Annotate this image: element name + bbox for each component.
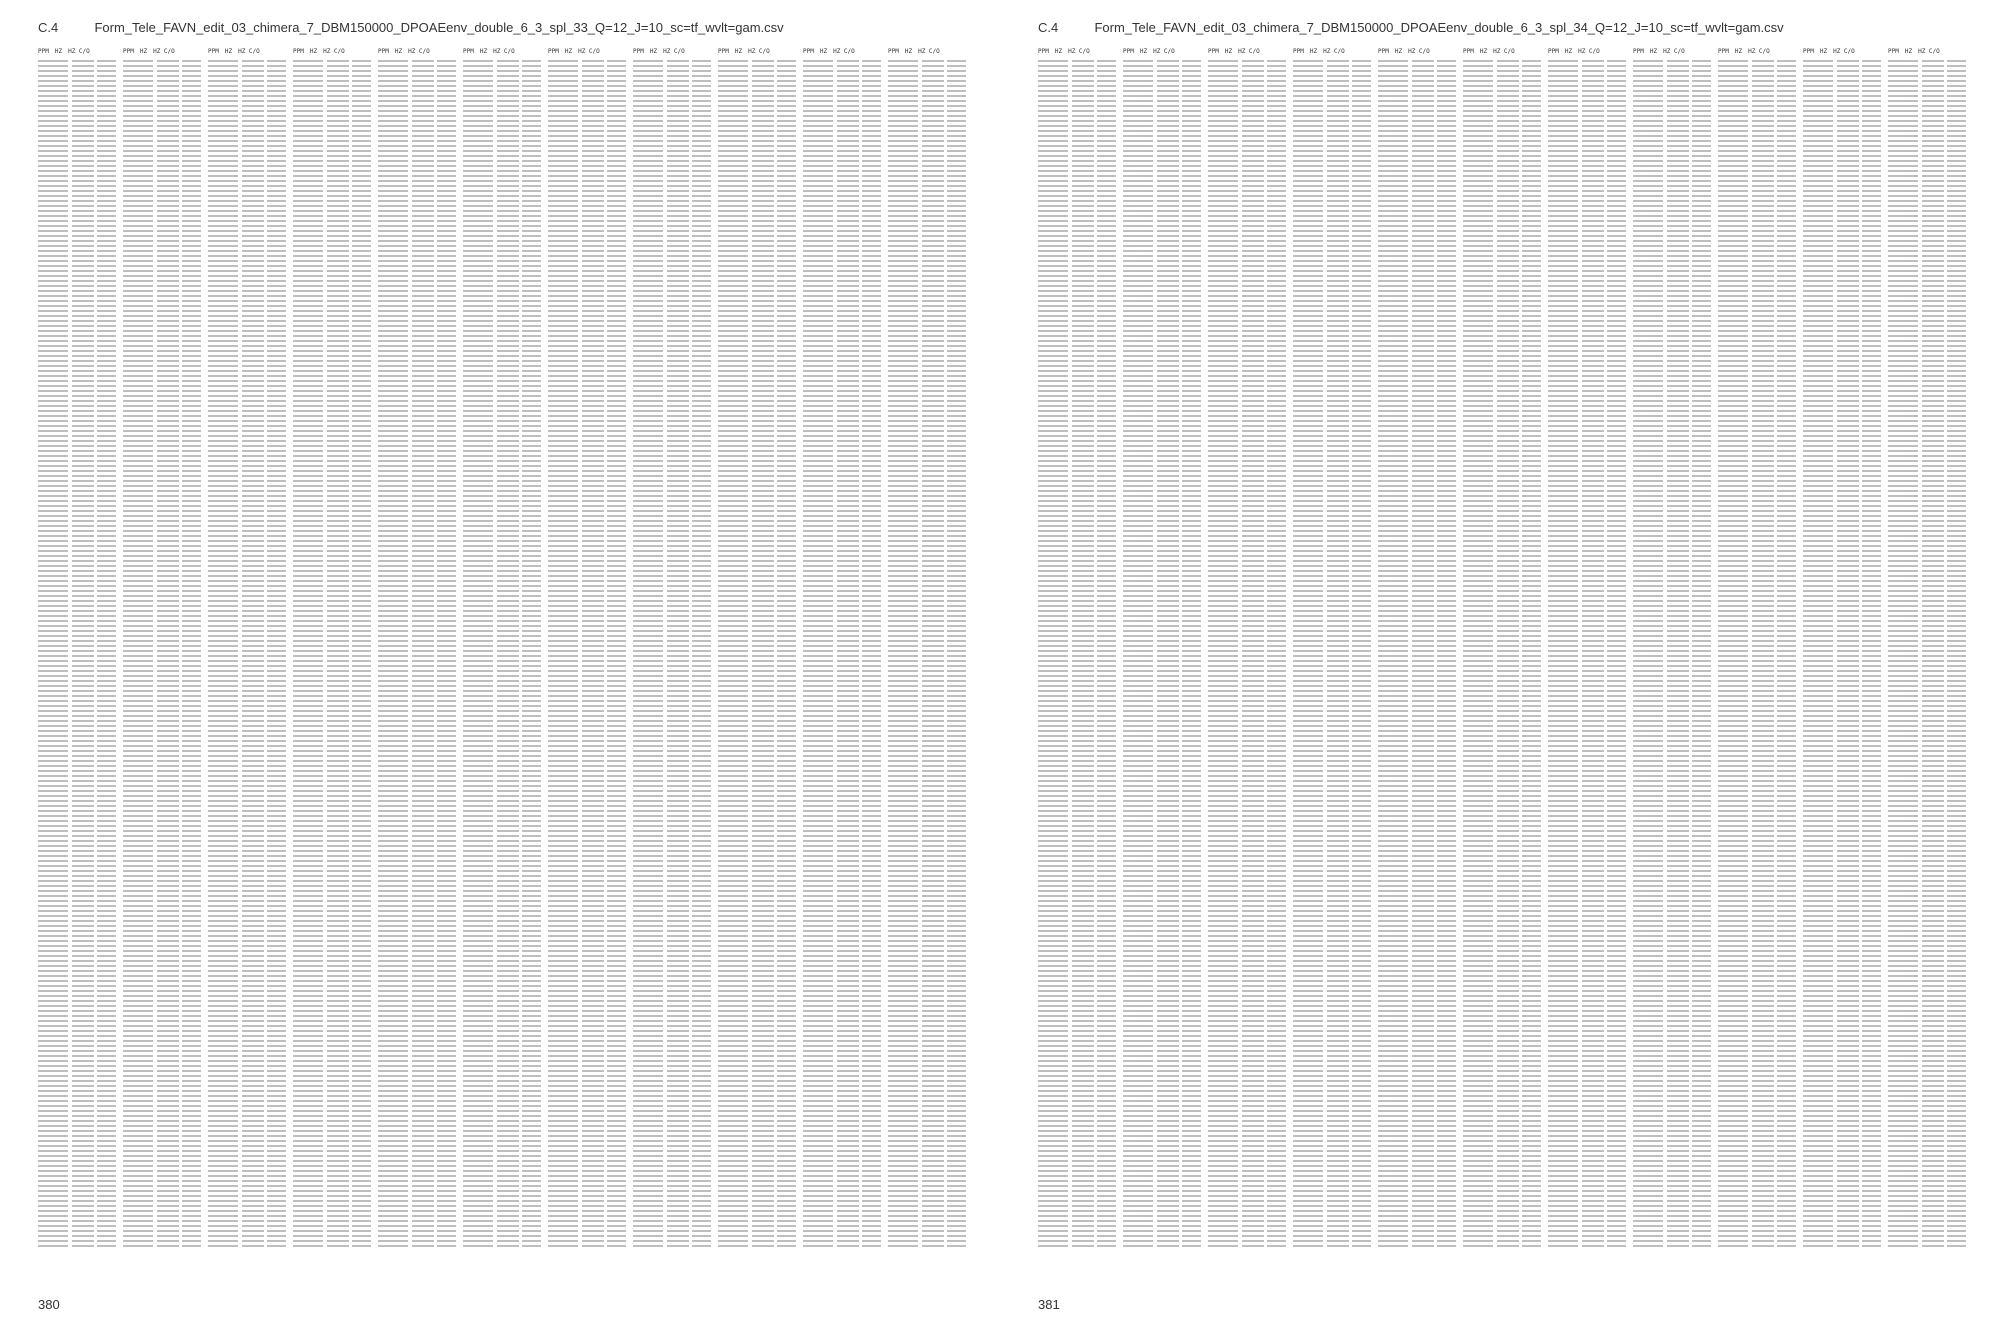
data-column <box>1633 60 1711 1250</box>
column-header: PPM <box>1208 48 1219 55</box>
column-header: HZ <box>1734 48 1743 55</box>
column-header-group <box>1463 48 1521 58</box>
data-table <box>38 60 980 1250</box>
data-column <box>1038 60 1116 1250</box>
column-header: PPM <box>1718 48 1729 55</box>
page-right <box>1000 0 2000 1334</box>
section-label: C.4 <box>38 20 59 35</box>
column-header: PPM <box>803 48 814 55</box>
page-title: Form_Tele_FAVN_edit_03_chimera_7_DBM150000_DPOAEenv_double_6_3_spl_33_Q=12_J=10_sc=tf_wvlt=gam.csv <box>94 20 784 35</box>
column-header: PPM <box>1463 48 1474 55</box>
data-table <box>1038 60 1980 1250</box>
page-number: 381 <box>1038 1297 1060 1312</box>
data-column <box>1888 60 1966 1250</box>
column-header-group <box>378 48 436 58</box>
column-header: HZ <box>1309 48 1318 55</box>
column-header-group <box>1123 48 1181 58</box>
column-header-group <box>1293 48 1351 58</box>
column-header: PPM <box>548 48 559 55</box>
column-header: HZ C/O <box>833 48 855 55</box>
data-column <box>888 60 966 1250</box>
column-header: PPM <box>888 48 899 55</box>
column-header: HZ C/O <box>1833 48 1855 55</box>
column-header: PPM <box>1548 48 1559 55</box>
section-label: C.4 <box>1038 20 1059 35</box>
column-header-group <box>1378 48 1436 58</box>
column-header: HZ C/O <box>918 48 940 55</box>
data-column <box>1208 60 1286 1250</box>
column-headers <box>38 48 980 58</box>
column-header: HZ <box>819 48 828 55</box>
data-column <box>718 60 796 1250</box>
column-header: HZ <box>564 48 573 55</box>
column-header: HZ C/O <box>323 48 345 55</box>
column-header-group <box>123 48 181 58</box>
column-header: HZ <box>649 48 658 55</box>
column-header-group <box>1888 48 1946 58</box>
column-header: HZ C/O <box>1238 48 1260 55</box>
column-header: PPM <box>718 48 729 55</box>
column-header: HZ C/O <box>1663 48 1685 55</box>
column-headers <box>1038 48 1980 58</box>
column-header-group <box>463 48 521 58</box>
column-header-group <box>803 48 861 58</box>
column-header: PPM <box>1123 48 1134 55</box>
data-column <box>1548 60 1626 1250</box>
column-header: HZ <box>1649 48 1658 55</box>
column-header: HZ <box>904 48 913 55</box>
column-header: HZ <box>309 48 318 55</box>
data-column <box>1463 60 1541 1250</box>
column-header: PPM <box>38 48 49 55</box>
column-header: HZ C/O <box>493 48 515 55</box>
column-header: HZ C/O <box>663 48 685 55</box>
column-header: HZ C/O <box>153 48 175 55</box>
page-header <box>1038 20 1980 40</box>
column-header: HZ <box>734 48 743 55</box>
column-header: PPM <box>463 48 474 55</box>
column-header: HZ C/O <box>238 48 260 55</box>
column-header-group <box>718 48 776 58</box>
data-column <box>1803 60 1881 1250</box>
column-header-group <box>38 48 96 58</box>
data-column <box>1718 60 1796 1250</box>
column-header: HZ <box>1904 48 1913 55</box>
column-header: PPM <box>633 48 644 55</box>
column-header: HZ <box>1819 48 1828 55</box>
column-header: HZ C/O <box>1068 48 1090 55</box>
page-number: 380 <box>38 1297 60 1312</box>
column-header: HZ <box>479 48 488 55</box>
column-header: HZ <box>1054 48 1063 55</box>
column-header: HZ <box>1224 48 1233 55</box>
column-header: HZ C/O <box>1748 48 1770 55</box>
column-header: PPM <box>1633 48 1644 55</box>
data-column <box>123 60 201 1250</box>
column-header: HZ <box>1394 48 1403 55</box>
column-header-group <box>1633 48 1691 58</box>
page-header <box>38 20 980 40</box>
column-header-group <box>548 48 606 58</box>
data-column <box>803 60 881 1250</box>
column-header-group <box>633 48 691 58</box>
page-title: Form_Tele_FAVN_edit_03_chimera_7_DBM150000_DPOAEenv_double_6_3_spl_34_Q=12_J=10_sc=tf_wvlt=gam.csv <box>1094 20 1784 35</box>
column-header-group <box>888 48 946 58</box>
column-header: HZ C/O <box>68 48 90 55</box>
column-header: PPM <box>1803 48 1814 55</box>
column-header: PPM <box>1888 48 1899 55</box>
column-header-group <box>1718 48 1776 58</box>
column-header: PPM <box>1038 48 1049 55</box>
column-header: HZ <box>54 48 63 55</box>
column-header: HZ C/O <box>578 48 600 55</box>
data-column <box>1378 60 1456 1250</box>
data-column <box>1293 60 1371 1250</box>
data-column <box>38 60 116 1250</box>
column-header-group <box>1803 48 1861 58</box>
column-header-group <box>293 48 351 58</box>
column-header: PPM <box>378 48 389 55</box>
data-column <box>463 60 541 1250</box>
column-header-group <box>208 48 266 58</box>
column-header: HZ <box>1139 48 1148 55</box>
column-header: HZ C/O <box>408 48 430 55</box>
data-column <box>1123 60 1201 1250</box>
data-column <box>208 60 286 1250</box>
column-header: PPM <box>208 48 219 55</box>
column-header-group <box>1548 48 1606 58</box>
data-column <box>548 60 626 1250</box>
column-header: PPM <box>293 48 304 55</box>
column-header: HZ <box>1479 48 1488 55</box>
column-header: HZ C/O <box>1918 48 1940 55</box>
data-column <box>633 60 711 1250</box>
column-header: HZ C/O <box>1153 48 1175 55</box>
column-header: HZ <box>224 48 233 55</box>
column-header: HZ C/O <box>1578 48 1600 55</box>
column-header: PPM <box>1378 48 1389 55</box>
data-column <box>293 60 371 1250</box>
column-header: HZ <box>139 48 148 55</box>
data-column <box>378 60 456 1250</box>
column-header: HZ <box>1564 48 1573 55</box>
column-header-group <box>1208 48 1266 58</box>
column-header: PPM <box>1293 48 1304 55</box>
column-header: PPM <box>123 48 134 55</box>
column-header: HZ C/O <box>1493 48 1515 55</box>
column-header: HZ C/O <box>1408 48 1430 55</box>
column-header: HZ C/O <box>748 48 770 55</box>
column-header: HZ <box>394 48 403 55</box>
column-header-group <box>1038 48 1096 58</box>
column-header: HZ C/O <box>1323 48 1345 55</box>
